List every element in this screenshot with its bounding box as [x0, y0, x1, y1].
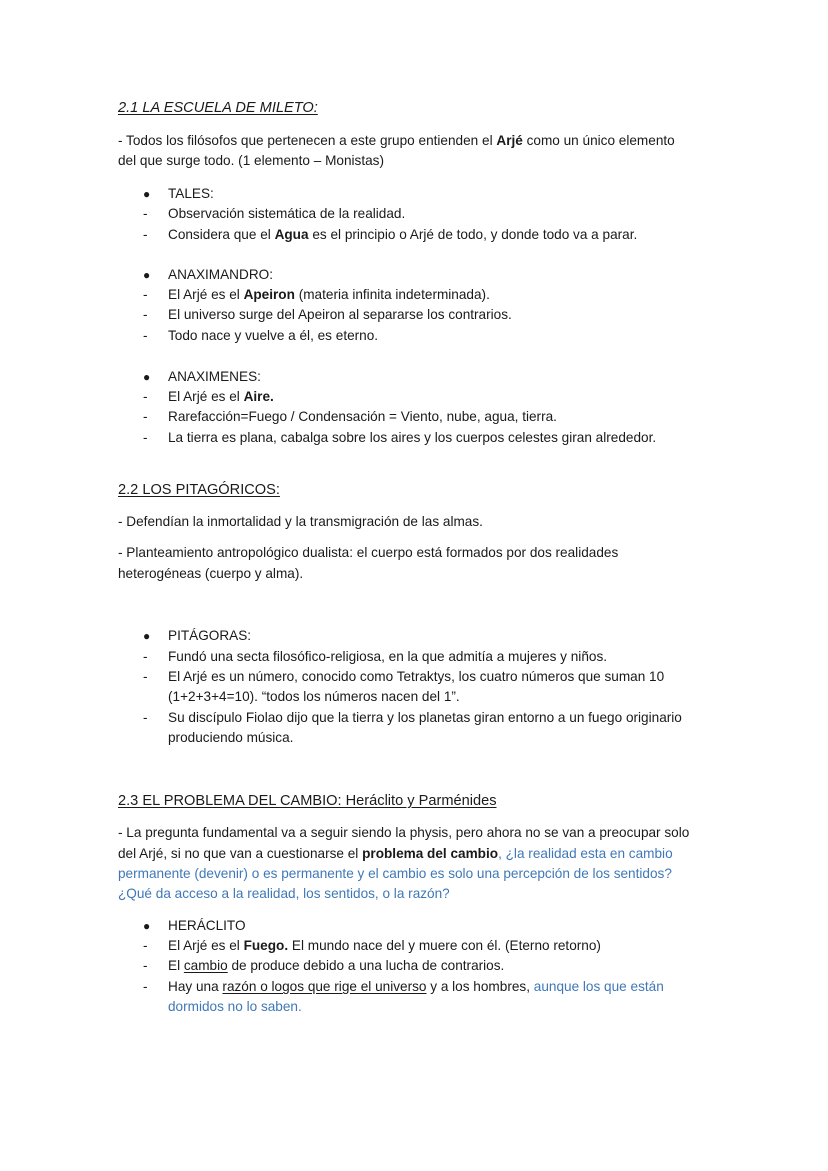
dash-marker: -	[143, 669, 148, 684]
bullet-icon: ●	[143, 187, 151, 201]
cambio-para-line-3: permanente (devenir) o es permanente y el cambio es solo una percepción de los sentidos?	[118, 866, 672, 881]
dash-marker: -	[143, 958, 148, 973]
dash-marker: -	[143, 409, 148, 424]
pitagoras-item-2-line-2: (1+2+3+4=10). “todos los números nacen del 1”.	[168, 689, 460, 704]
dash-marker: -	[143, 206, 148, 221]
bullet-icon: ●	[143, 370, 151, 384]
anaximenes-item-2: Rarefacción=Fuego / Condensación = Viento, nube, agua, tierra.	[168, 409, 557, 424]
heraclito-item-1: El Arjé es el Fuego. El mundo nace del y muere con él. (Eterno retorno)	[168, 938, 601, 953]
anaximenes-item-1: El Arjé es el Aire.	[168, 389, 274, 404]
pitagoricos-para-2-line-2: heterogéneas (cuerpo y alma).	[118, 566, 304, 581]
dash-marker: -	[143, 389, 148, 404]
section-heading-cambio: 2.3 EL PROBLEMA DEL CAMBIO: Heráclito y Parménides	[118, 793, 497, 809]
philosopher-anaximenes: ANAXIMENES:	[168, 369, 261, 384]
tales-item-2: Considera que el Agua es el principio o Arjé de todo, y donde todo va a parar.	[168, 227, 638, 242]
section-heading-mileto: 2.1 LA ESCUELA DE MILETO:	[118, 100, 318, 116]
philosopher-pitagoras: PITÁGORAS:	[168, 628, 252, 643]
heraclito-item-2: El cambio de produce debido a una lucha de contrarios.	[168, 958, 505, 973]
pitagoras-item-3-line-1: Su discípulo Fiolao dijo que la tierra y los planetas giran entorno a un fuego originario	[168, 710, 682, 725]
cambio-para-line-4: ¿Qué da acceso a la realidad, los sentidos, o la razón?	[118, 886, 450, 901]
dash-marker: -	[143, 307, 148, 322]
dash-marker: -	[143, 649, 148, 664]
section-heading-pitagoricos: 2.2 LOS PITAGÓRICOS:	[118, 482, 280, 498]
anaximenes-item-3: La tierra es plana, cabalga sobre los aires y los cuerpos celestes giran alrededor.	[168, 430, 657, 445]
pitagoras-item-2-line-1: El Arjé es un número, conocido como Tetraktys, los cuatro números que suman 10	[168, 669, 665, 684]
bullet-icon: ●	[143, 629, 151, 643]
mileto-intro-line-2: del que surge todo. (1 elemento – Monistas)	[118, 153, 384, 168]
bullet-icon: ●	[143, 268, 151, 282]
bullet-icon: ●	[143, 919, 151, 933]
dash-marker: -	[143, 938, 148, 953]
philosopher-heraclito: HERÁCLITO	[168, 918, 246, 933]
dash-marker: -	[143, 287, 148, 302]
dash-marker: -	[143, 710, 148, 725]
heraclito-item-3-line-1: Hay una razón o logos que rige el universo y a los hombres, aunque los que están	[168, 979, 664, 994]
tales-item-1: Observación sistemática de la realidad.	[168, 206, 406, 221]
cambio-para-line-1: - La pregunta fundamental va a seguir siendo la physis, pero ahora no se van a preocupar solo	[118, 825, 690, 840]
dash-marker: -	[143, 979, 148, 994]
heraclito-item-3-line-2: dormidos no lo saben.	[168, 999, 302, 1014]
philosopher-anaximandro: ANAXIMANDRO:	[168, 267, 273, 282]
anaximandro-item-2: El universo surge del Apeiron al separarse los contrarios.	[168, 307, 512, 322]
philosopher-tales: TALES:	[168, 186, 214, 201]
anaximandro-item-3: Todo nace y vuelve a él, es eterno.	[168, 328, 379, 343]
pitagoras-item-1: Fundó una secta filosófico-religiosa, en la que admitía a mujeres y niños.	[168, 649, 608, 664]
anaximandro-item-1: El Arjé es el Apeiron (materia infinita indeterminada).	[168, 287, 490, 302]
pitagoricos-para-2-line-1: - Planteamiento antropológico dualista: el cuerpo está formados por dos realidades	[118, 545, 619, 560]
cambio-para-line-2: del Arjé, si no que van a cuestionarse el problema del cambio, ¿la realidad esta en cambio	[118, 846, 673, 861]
pitagoras-item-3-line-2: produciendo música.	[168, 730, 294, 745]
dash-marker: -	[143, 328, 148, 343]
dash-marker: -	[143, 227, 148, 242]
pitagoricos-para-1: - Defendían la inmortalidad y la transmigración de las almas.	[118, 514, 483, 529]
mileto-intro-line-1: - Todos los filósofos que pertenecen a este grupo entienden el Arjé como un único elemento	[118, 133, 675, 148]
dash-marker: -	[143, 430, 148, 445]
